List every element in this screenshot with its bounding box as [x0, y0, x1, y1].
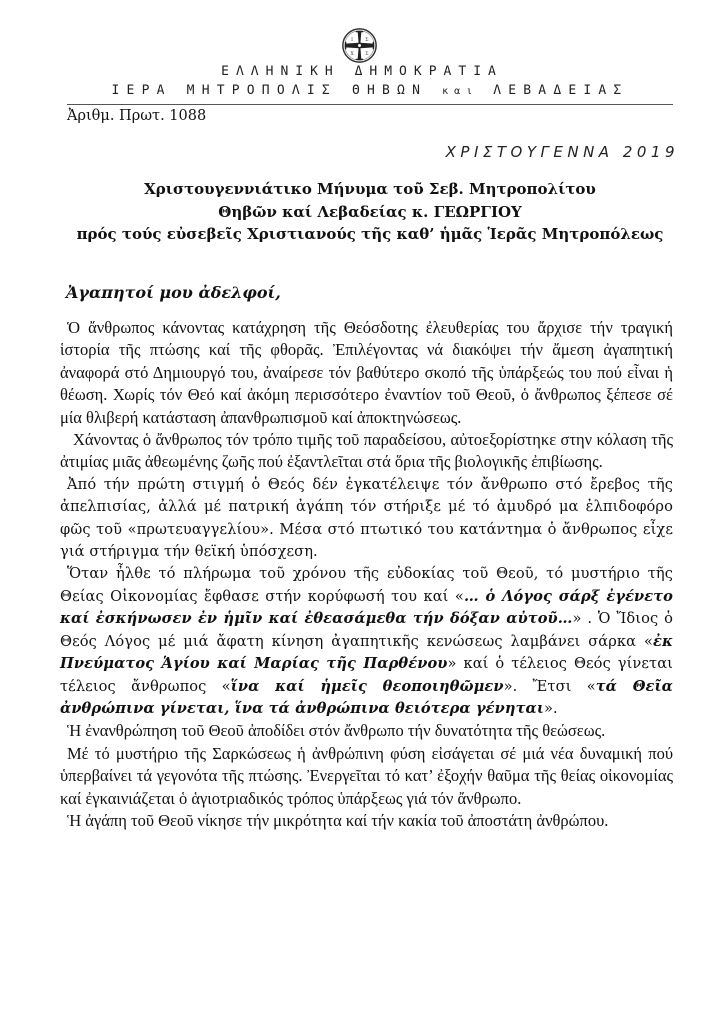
- svg-text:Χ: Χ: [350, 51, 354, 57]
- paragraph-2: Χάνοντας ὁ ἄνθρωπος τόν τρόπο τιμῆς τοῦ παραδείσου, αὐτοεξορίστηκε στην κόλαση τῆς ἀτιμίας μιᾶς ἀθεωμένης ζωῆς πού ἐξαντλεῖται στά ὅρια τῆς βιολογικῆς ἐπιβίωσης.: [60, 430, 673, 472]
- letterhead-metropolis-name-2: ΛΕΒΑΔΕΙΑΣ: [493, 83, 629, 98]
- message-title: [60, 178, 680, 246]
- byzantine-cross-seal-icon: [341, 27, 378, 64]
- creed-quote: ἐκ Πνεύματος Ἁγίου καί Μαρίας τῆς Παρθένου: [60, 632, 673, 673]
- letterhead-country: ΕΛΛΗΝΙΚΗ ΔΗΜΟΚΡΑΤΙΑ: [221, 63, 503, 80]
- occasion-date: ΧΡΙΣΤΟΥΓΕΝΝΑ 2019: [445, 143, 679, 161]
- protocol-number: Ἀριθμ. Πρωτ. 1088: [67, 108, 207, 124]
- letterhead-divider: [67, 104, 673, 105]
- paragraph-4-text-2: » . Ὁ Ἴδιος ὁ Θεός Λόγος μέ μιά ἄφατη κίνηση ἀγαπητικῆς κενώσεως λαμβάνει σάρκα «: [60, 610, 673, 650]
- paragraph-7: Ἡ ἀγάπη τοῦ Θεοῦ νίκησε τήν μικρότητα καί τήν κακία τοῦ ἀποστάτη ἀνθρώπου.: [67, 810, 609, 830]
- letterhead-conjunction: και: [442, 86, 479, 97]
- letterhead-metropolis: [67, 83, 673, 100]
- paragraph-1: Ὁ ἄνθρωπος κάνοντας κατάχρηση τῆς Θεόσδοτης ἐλευθερίας του ἄρχισε τήν τραγική ἱστορία τῆς πτώσης καί τῆς φθορᾶς. Ἐπιλέγοντας νά διακόψει τήν ἄμεση ἀγαπητική ἀναφορά στό Δημιουργό του, ἀναίρεσε τόν βαθύτερο σκοπό τῆς ὑπάρξεώς του πού εἶναι ἡ θέωση. Χωρίς τόν Θεό καί ἀκόμη περισσότερο ἐναντίον τοῦ Θεοῦ, ὁ ἄνθρωπος ξέπεσε σέ μία θλιβερή κατάσταση ἀπανθρωπισμοῦ καί ἀποκτηνώσεως.: [60, 318, 673, 427]
- title-line-3: πρός τούς εὐσεβεῖς Χριστιανούς τῆς καθ’ ἡμᾶς Ἱερᾶς Μητροπόλεως: [76, 225, 664, 243]
- paragraph-6: Μέ τό μυστήριο τῆς Σαρκώσεως ἡ ἀνθρώπινη φύση εἰσάγεται σέ μιά νέα δυναμική πού ὑπερβαίνει τά γεγονότα τῆς πτώσης. Ἐνεργεῖται τό κατ’ ἐξοχήν θαῦμα τῆς θείας οἰκονομίας καί ἐγκαινιάζεται ὁ ἁγιοτριαδικός τρόπος ὑπάρξεως γιά τόν ἄνθρωπο.: [60, 743, 673, 808]
- letterhead-metropolis-name: ΙΕΡΑ ΜΗΤΡΟΠΟΛΙΣ ΘΗΒΩΝ: [111, 83, 428, 98]
- patristic-quote: τά Θεῖα ἀνθρώπινα γίνεται, ἵνα τά ἀνθρώπινα θειότερα γένηται: [60, 677, 673, 717]
- title-line-1: Χριστουγεννιάτικο Μήνυμα τοῦ Σεβ. Μητροπολίτου: [144, 180, 596, 198]
- salutation: Ἀγαπητοί μου ἀδελφοί,: [66, 283, 281, 302]
- paragraph-3: Ἀπό τήν πρώτη στιγμή ὁ Θεός δέν ἐγκατέλειψε τόν ἄνθρωπο στό ἔρεβος τῆς ἀπελπισίας, ἀλλά μέ πατρική ἀγάπη τόν στήριξε μέ τό ἀμυδρό μα ἐλπιδοφόρο φῶς τοῦ «πρωτευαγγελίου». Μέσα στό πτωτικό του κατάντημα ὁ ἄνθρωπος εἶχε γιά στήριγμα τήν θεϊκή ὑπόσχεση.: [60, 475, 673, 561]
- svg-text:Ι: Ι: [351, 37, 354, 43]
- svg-text:Σ: Σ: [365, 51, 369, 57]
- svg-text:Σ: Σ: [365, 37, 369, 43]
- paragraph-4-text-4: ». Ἔτσι «: [503, 677, 596, 695]
- scripture-quote-john: … ὁ Λόγος σάρξ ἐγένετο καί ἐσκήνωσεν ἐν ἡμῖν καί ἐθεασάμεθα τήν δόξαν αὐτοῦ…: [60, 587, 673, 628]
- paragraph-5: Ἡ ἐνανθρώπηση τοῦ Θεοῦ ἀποδίδει στόν ἄνθρωπο τήν δυνατότητα τῆς θεώσεως.: [67, 721, 606, 741]
- theosis-quote: ἵνα καί ἡμεῖς θεοποιηθῶμεν: [230, 677, 504, 695]
- paragraph-4: [60, 563, 673, 720]
- message-body: [60, 317, 673, 832]
- title-line-2: Θηβῶν καί Λεβαδείας κ. ΓΕΩΡΓΙΟΥ: [218, 202, 522, 221]
- paragraph-4-text-1: Ὅταν ἦλθε τό πλήρωμα τοῦ χρόνου τῆς εὐδοκίας τοῦ Θεοῦ, τό μυστήριο τῆς Θείας Οἰκονομίας ἔφθασε στήν κορύφωσή του καί «: [60, 565, 673, 605]
- paragraph-4-text-5: ».: [544, 699, 558, 717]
- paragraph-4-text-3: » καί ὁ τέλειος Θεός γίνεται τέλειος ἄνθρωπος «: [60, 655, 673, 695]
